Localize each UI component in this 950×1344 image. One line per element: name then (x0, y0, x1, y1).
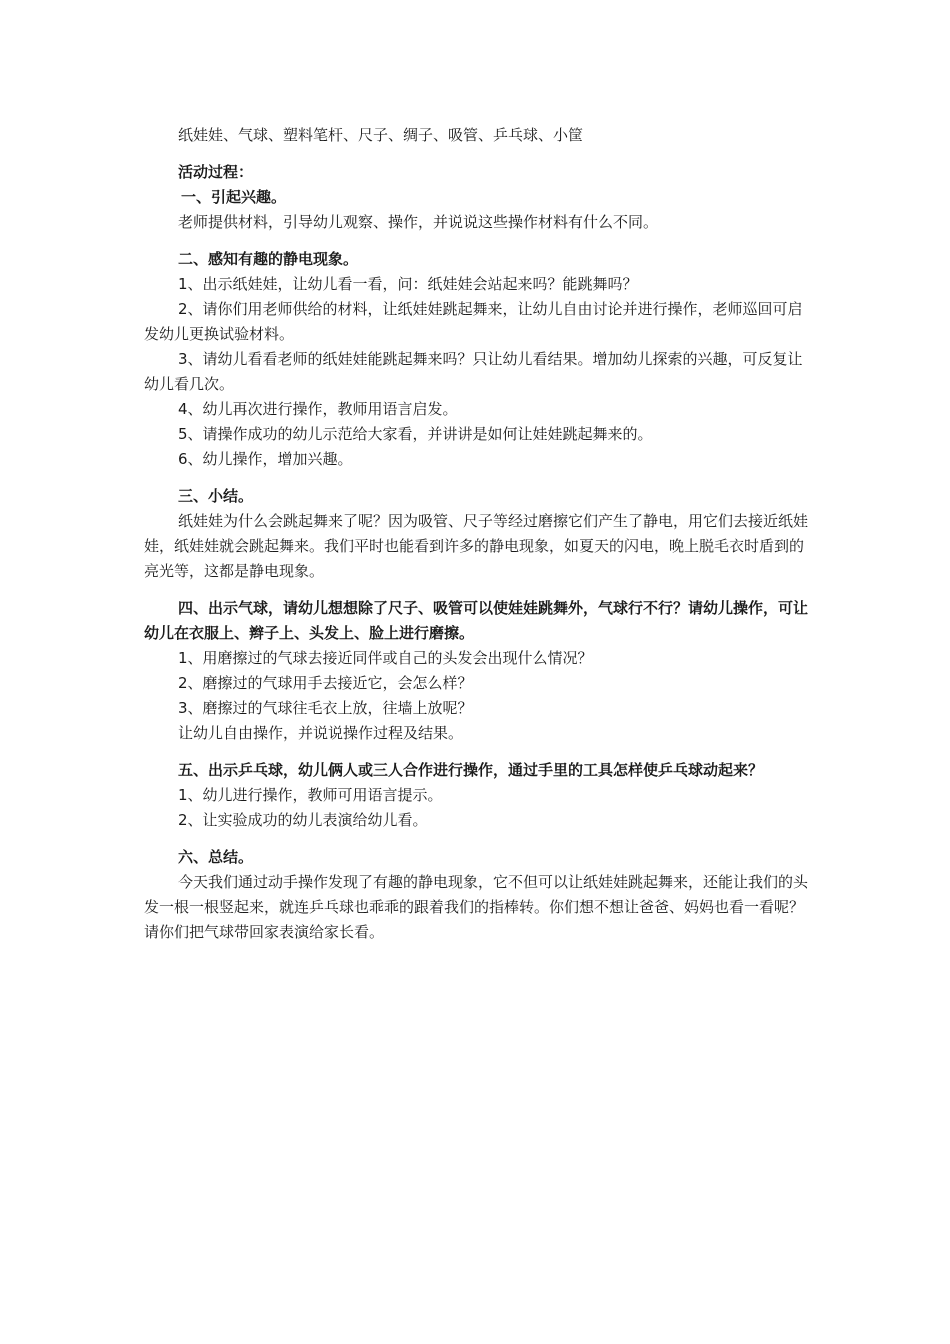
section-4-item: 3、磨擦过的气球往毛衣上放，往墙上放呢？ (178, 699, 473, 717)
section-4-item: 让幼儿自由操作，并说说操作过程及结果。 (178, 724, 464, 742)
process-heading: 活动过程： (178, 163, 254, 181)
section-2-item: 1、出示纸娃娃，让幼儿看一看，问：纸娃娃会站起来吗？能跳舞吗？ (178, 275, 638, 293)
section-2-item: 2、请你们用老师供给的材料，让纸娃娃跳起舞来，让幼儿自由讨论并进行操作，老师巡回可启发幼儿更换试验材料。 (144, 300, 803, 343)
section-1-heading: 一、引起兴趣。 (181, 188, 287, 206)
section-6-paragraph: 今天我们通过动手操作发现了有趣的静电现象，它不但可以让纸娃娃跳起舞来，还能让我们的头发一根一根竖起来，就连乒乓球也乖乖的跟着我们的指棒转。你们想不想让爸爸、妈妈也看一看呢？请你们把气球带回家表演给家长看。 (144, 873, 809, 941)
section-3-heading: 三、小结。 (178, 487, 254, 505)
document-body (144, 123, 814, 945)
section-6-heading: 六、总结。 (178, 848, 254, 866)
section-5-heading: 五、出示乒乓球，幼儿俩人或三人合作进行操作，通过手里的工具怎样使乒乓球动起来？ (178, 761, 764, 779)
section-4-item: 1、用磨擦过的气球去接近同伴或自己的头发会出现什么情况？ (178, 649, 593, 667)
section-2-item: 4、幼儿再次进行操作，教师用语言启发。 (178, 400, 458, 418)
section-2-item: 6、幼儿操作，增加兴趣。 (178, 450, 353, 468)
section-5-item: 2、让实验成功的幼儿表演给幼儿看。 (178, 811, 428, 829)
section-2-item: 5、请操作成功的幼儿示范给大家看，并讲讲是如何让娃娃跳起舞来的。 (178, 425, 653, 443)
section-1-paragraph: 老师提供材料，引导幼儿观察、操作，并说说这些操作材料有什么不同。 (178, 213, 659, 231)
section-4-heading: 四、出示气球，请幼儿想想除了尺子、吸管可以使娃娃跳舞外，气球行不行？请幼儿操作，可让幼儿在衣服上、辫子上、头发上、脸上进行磨擦。 (144, 599, 809, 642)
materials-list: 纸娃娃、气球、塑料笔杆、尺子、绸子、吸管、乒乓球、小筐 (178, 126, 584, 144)
section-5-item: 1、幼儿进行操作，教师可用语言提示。 (178, 786, 443, 804)
section-3-paragraph: 纸娃娃为什么会跳起舞来了呢？因为吸管、尺子等经过磨擦它们产生了静电，用它们去接近纸娃娃，纸娃娃就会跳起舞来。我们平时也能看到许多的静电现象，如夏天的闪电，晚上脱毛衣时盾到的亮光等，这都是静电现象。 (144, 512, 809, 580)
section-4-item: 2、磨擦过的气球用手去接近它，会怎么样？ (178, 674, 473, 692)
section-2-heading: 二、感知有趣的静电现象。 (178, 250, 359, 268)
section-2-item: 3、请幼儿看看老师的纸娃娃能跳起舞来吗？只让幼儿看结果。增加幼儿探索的兴趣，可反复让幼儿看几次。 (144, 350, 803, 393)
